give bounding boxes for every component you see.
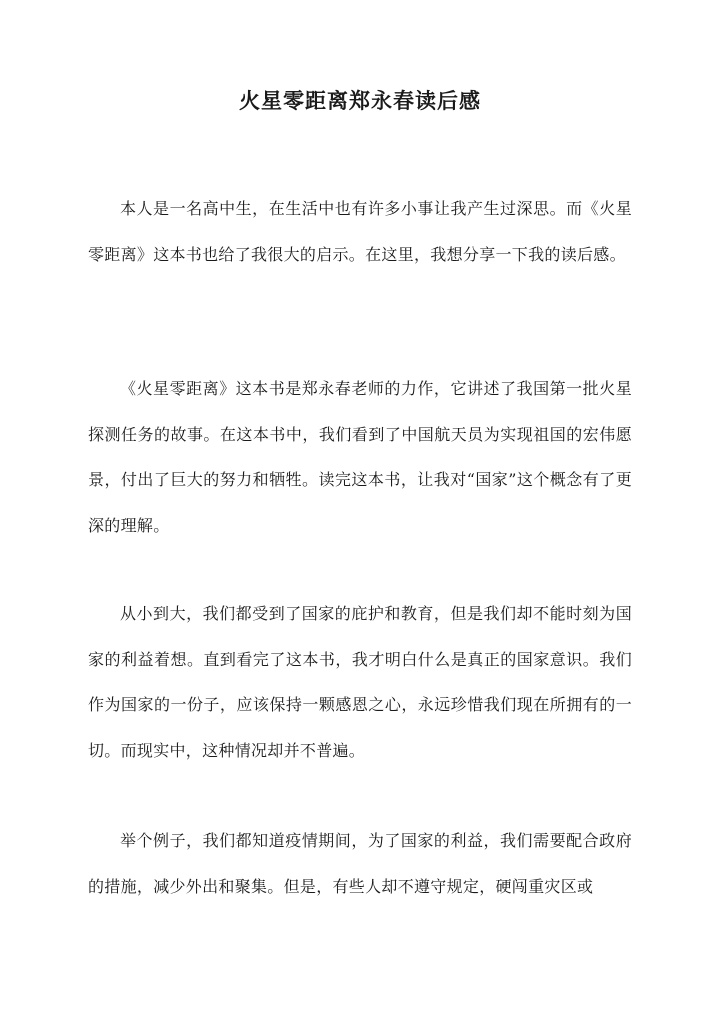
paragraph-1: 本人是一名高中生，在生活中也有许多小事让我产生过深思。而《火星零距离》这本书也给了我很大的启示。在这里，我想分享一下我的读后感。 (88, 199, 632, 264)
paragraph-4: 举个例子，我们都知道疫情期间，为了国家的利益，我们需要配合政府的措施，减少外出和聚集。但是，有些人却不遵守规定，硬闯重灾区或 (88, 831, 632, 896)
document-title: 火星零距离郑永春读后感 (239, 88, 481, 113)
paragraph-2: 《火星零距离》这本书是郑永春老师的力作，它讲述了我国第一批火星探测任务的故事。在这本书中，我们看到了中国航天员为实现祖国的宏伟愿景，付出了巨大的努力和牺牲。读完这本书，让我对“国家”这个概念有了更深的理解。 (88, 379, 632, 535)
paragraph-3: 从小到大，我们都受到了国家的庇护和教育，但是我们却不能时刻为国家的利益着想。直到看完了这本书，我才明白什么是真正的国家意识。我们作为国家的一份子，应该保持一颗感恩之心，永远珍惜我们现在所拥有的一切。而现实中，这种情况却并不普遍。 (88, 604, 632, 760)
